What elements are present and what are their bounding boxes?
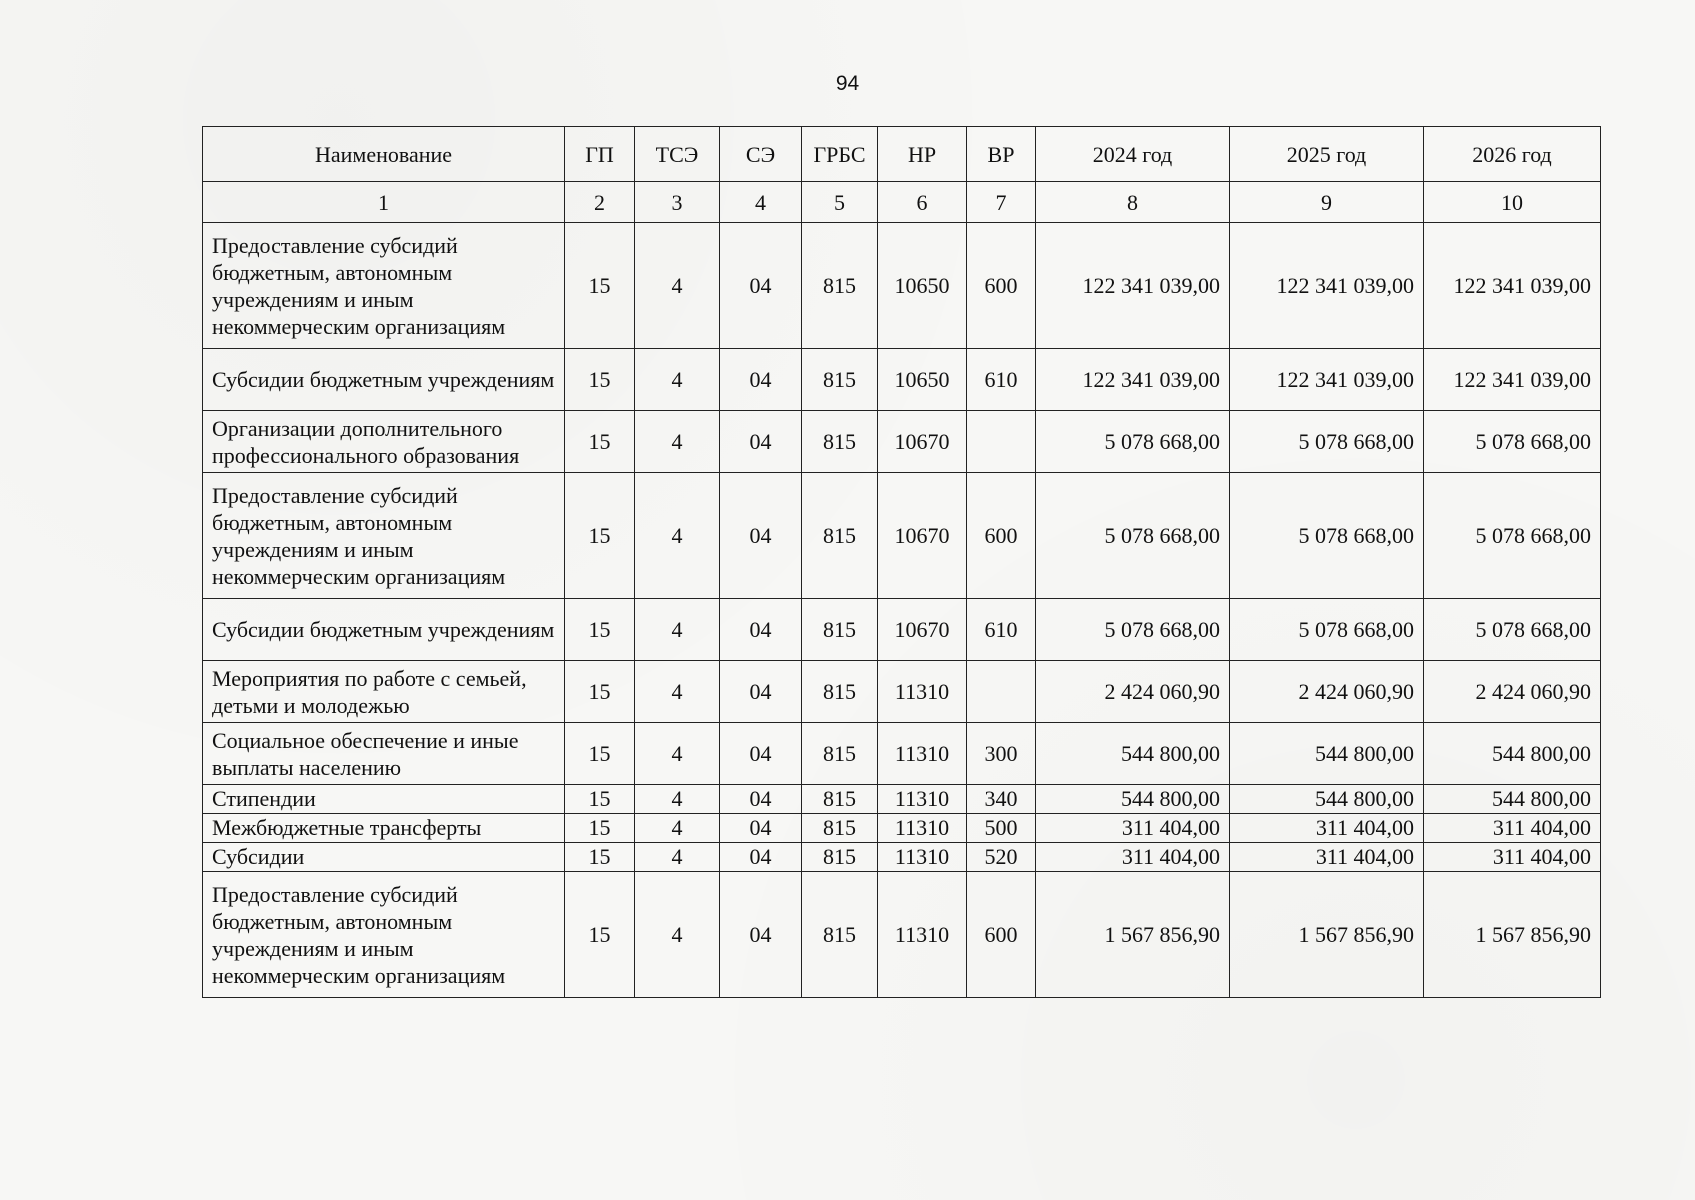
cell-vr: 610 (967, 349, 1036, 411)
table-row (203, 349, 1601, 411)
cell-gp: 15 (565, 785, 635, 814)
cell-grbs: 815 (802, 785, 878, 814)
table-row (203, 723, 1601, 785)
table-row (203, 473, 1601, 599)
cell-se: 04 (720, 872, 802, 998)
cell-2026: 2 424 060,90 (1424, 661, 1601, 723)
cell-gp: 15 (565, 814, 635, 843)
table-row (203, 843, 1601, 872)
cell-tse: 4 (635, 785, 720, 814)
table-row (203, 661, 1601, 723)
cell-2025: 311 404,00 (1230, 843, 1424, 872)
cell-se: 04 (720, 785, 802, 814)
table-row (203, 411, 1601, 473)
cell-nr: 11310 (878, 723, 967, 785)
cell-gp: 15 (565, 872, 635, 998)
cell-se: 04 (720, 814, 802, 843)
row-name: Социальное обеспечение и иные выплаты населению (203, 723, 565, 785)
cell-vr: 500 (967, 814, 1036, 843)
column-number: 7 (967, 182, 1036, 223)
cell-vr: 300 (967, 723, 1036, 785)
row-name: Мероприятия по работе с семьей, детьми и молодежью (203, 661, 565, 723)
cell-vr (967, 661, 1036, 723)
cell-vr (967, 411, 1036, 473)
cell-se: 04 (720, 349, 802, 411)
header-grbs: ГРБС (802, 127, 878, 182)
row-name: Субсидии (203, 843, 565, 872)
cell-grbs: 815 (802, 814, 878, 843)
header-2025: 2025 год (1230, 127, 1424, 182)
table-row (203, 223, 1601, 349)
cell-2026: 311 404,00 (1424, 814, 1601, 843)
cell-vr: 600 (967, 223, 1036, 349)
table-row (203, 872, 1601, 998)
cell-grbs: 815 (802, 349, 878, 411)
cell-2024: 1 567 856,90 (1036, 872, 1230, 998)
cell-grbs: 815 (802, 223, 878, 349)
cell-grbs: 815 (802, 599, 878, 661)
cell-tse: 4 (635, 411, 720, 473)
cell-se: 04 (720, 599, 802, 661)
cell-gp: 15 (565, 411, 635, 473)
cell-vr: 600 (967, 872, 1036, 998)
header-2024: 2024 год (1036, 127, 1230, 182)
cell-2026: 311 404,00 (1424, 843, 1601, 872)
cell-nr: 11310 (878, 872, 967, 998)
cell-2024: 5 078 668,00 (1036, 473, 1230, 599)
cell-2025: 1 567 856,90 (1230, 872, 1424, 998)
cell-nr: 10670 (878, 473, 967, 599)
cell-2024: 311 404,00 (1036, 814, 1230, 843)
cell-gp: 15 (565, 473, 635, 599)
cell-grbs: 815 (802, 661, 878, 723)
column-number-row (203, 182, 1601, 223)
cell-se: 04 (720, 843, 802, 872)
cell-nr: 10650 (878, 223, 967, 349)
cell-tse: 4 (635, 872, 720, 998)
header-tse: ТСЭ (635, 127, 720, 182)
row-name: Межбюджетные трансферты (203, 814, 565, 843)
cell-2025: 5 078 668,00 (1230, 599, 1424, 661)
column-number: 9 (1230, 182, 1424, 223)
cell-gp: 15 (565, 661, 635, 723)
cell-gp: 15 (565, 723, 635, 785)
cell-2026: 5 078 668,00 (1424, 411, 1601, 473)
cell-gp: 15 (565, 599, 635, 661)
cell-nr: 11310 (878, 785, 967, 814)
cell-se: 04 (720, 223, 802, 349)
header-2026: 2026 год (1424, 127, 1601, 182)
header-gp: ГП (565, 127, 635, 182)
cell-2026: 544 800,00 (1424, 723, 1601, 785)
cell-2024: 544 800,00 (1036, 785, 1230, 814)
row-name: Субсидии бюджетным учреждениям (203, 349, 565, 411)
header-vr: ВР (967, 127, 1036, 182)
cell-grbs: 815 (802, 411, 878, 473)
column-number: 10 (1424, 182, 1601, 223)
column-number: 3 (635, 182, 720, 223)
table-row (203, 814, 1601, 843)
cell-2026: 122 341 039,00 (1424, 223, 1601, 349)
cell-2026: 5 078 668,00 (1424, 599, 1601, 661)
header-nr: НР (878, 127, 967, 182)
header-name: Наименование (203, 127, 565, 182)
cell-2024: 5 078 668,00 (1036, 411, 1230, 473)
cell-nr: 10670 (878, 599, 967, 661)
column-number: 2 (565, 182, 635, 223)
cell-2024: 122 341 039,00 (1036, 349, 1230, 411)
cell-grbs: 815 (802, 843, 878, 872)
cell-nr: 11310 (878, 843, 967, 872)
cell-nr: 10650 (878, 349, 967, 411)
row-name: Субсидии бюджетным учреждениям (203, 599, 565, 661)
cell-vr: 600 (967, 473, 1036, 599)
cell-vr: 520 (967, 843, 1036, 872)
cell-2025: 311 404,00 (1230, 814, 1424, 843)
cell-tse: 4 (635, 814, 720, 843)
cell-nr: 11310 (878, 661, 967, 723)
cell-se: 04 (720, 723, 802, 785)
cell-2025: 544 800,00 (1230, 723, 1424, 785)
cell-grbs: 815 (802, 473, 878, 599)
cell-2025: 544 800,00 (1230, 785, 1424, 814)
cell-vr: 610 (967, 599, 1036, 661)
cell-2025: 122 341 039,00 (1230, 349, 1424, 411)
cell-grbs: 815 (802, 723, 878, 785)
budget-table (202, 126, 1601, 998)
cell-gp: 15 (565, 843, 635, 872)
cell-tse: 4 (635, 223, 720, 349)
header-se: СЭ (720, 127, 802, 182)
cell-2026: 1 567 856,90 (1424, 872, 1601, 998)
table-row (203, 785, 1601, 814)
cell-nr: 10670 (878, 411, 967, 473)
cell-tse: 4 (635, 661, 720, 723)
cell-2024: 5 078 668,00 (1036, 599, 1230, 661)
row-name: Организации дополнительного профессионального образования (203, 411, 565, 473)
cell-2025: 2 424 060,90 (1230, 661, 1424, 723)
cell-2024: 2 424 060,90 (1036, 661, 1230, 723)
header-row (203, 127, 1601, 182)
column-number: 8 (1036, 182, 1230, 223)
page-number: 94 (835, 72, 860, 95)
cell-tse: 4 (635, 723, 720, 785)
cell-2026: 122 341 039,00 (1424, 349, 1601, 411)
cell-2026: 544 800,00 (1424, 785, 1601, 814)
cell-tse: 4 (635, 349, 720, 411)
cell-se: 04 (720, 473, 802, 599)
cell-tse: 4 (635, 599, 720, 661)
cell-tse: 4 (635, 843, 720, 872)
cell-se: 04 (720, 661, 802, 723)
cell-2024: 122 341 039,00 (1036, 223, 1230, 349)
cell-nr: 11310 (878, 814, 967, 843)
cell-2025: 122 341 039,00 (1230, 223, 1424, 349)
cell-gp: 15 (565, 349, 635, 411)
cell-gp: 15 (565, 223, 635, 349)
column-number: 4 (720, 182, 802, 223)
column-number: 1 (203, 182, 565, 223)
row-name: Предоставление субсидий бюджетным, автономным учреждениям и иным некоммерческим организациям (203, 223, 565, 349)
cell-se: 04 (720, 411, 802, 473)
cell-2025: 5 078 668,00 (1230, 473, 1424, 599)
row-name: Стипендии (203, 785, 565, 814)
cell-2025: 5 078 668,00 (1230, 411, 1424, 473)
row-name: Предоставление субсидий бюджетным, автономным учреждениям и иным некоммерческим организациям (203, 473, 565, 599)
column-number: 5 (802, 182, 878, 223)
cell-2026: 5 078 668,00 (1424, 473, 1601, 599)
cell-2024: 311 404,00 (1036, 843, 1230, 872)
cell-vr: 340 (967, 785, 1036, 814)
cell-tse: 4 (635, 473, 720, 599)
row-name: Предоставление субсидий бюджетным, автономным учреждениям и иным некоммерческим организациям (203, 872, 565, 998)
table-row (203, 599, 1601, 661)
cell-2024: 544 800,00 (1036, 723, 1230, 785)
cell-grbs: 815 (802, 872, 878, 998)
column-number: 6 (878, 182, 967, 223)
